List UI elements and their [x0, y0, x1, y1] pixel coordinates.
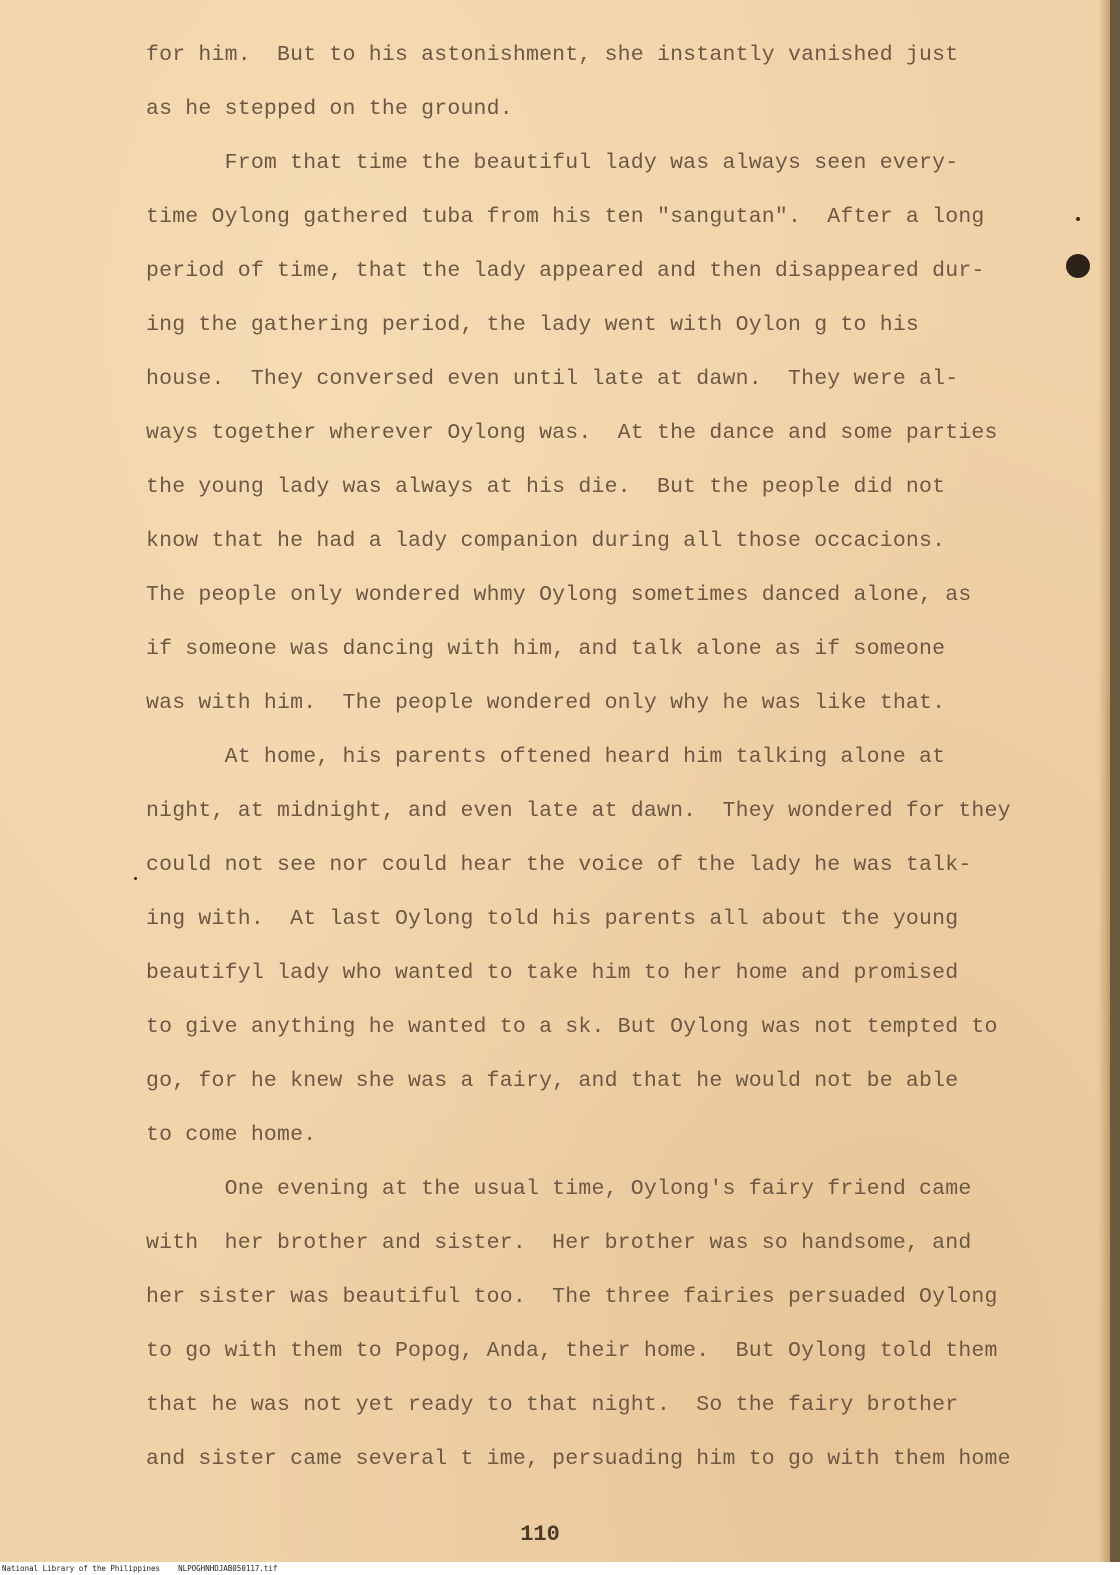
text-line: to go with them to Popog, Anda, their home. But Oylong told them: [146, 1339, 998, 1363]
text-line: ways together wherever Oylong was. At the dance and some parties: [146, 421, 998, 445]
text-line: At home, his parents oftened heard him talking alone at: [146, 745, 946, 769]
text-line: night, at midnight, and even late at dawn. They wondered for they: [146, 799, 1011, 823]
text-line: know that he had a lady companion during all those occacions.: [146, 529, 946, 553]
ink-blot-mark: [1066, 254, 1090, 278]
text-line: as he stepped on the ground.: [146, 97, 513, 121]
text-line: that he was not yet ready to that night. So the fairy brother: [146, 1393, 959, 1417]
text-line: The people only wondered whmy Oylong sometimes danced alone, as: [146, 583, 972, 607]
text-line: to give anything he wanted to a sk. But Oylong was not tempted to: [146, 1015, 998, 1039]
ink-speck-mark: [1076, 217, 1080, 221]
page-number: 110: [520, 1522, 560, 1547]
text-line: the young lady was always at his die. But the people did not: [146, 475, 946, 499]
text-line: One evening at the usual time, Oylong's fairy friend came: [146, 1177, 972, 1201]
ink-speck-mark: [134, 877, 137, 880]
text-line: time Oylong gathered tuba from his ten "sangutan". After a long: [146, 205, 985, 229]
text-line: for him. But to his astonishment, she instantly vanished just: [146, 43, 959, 67]
text-line: period of time, that the lady appeared and then disappeared dur-: [146, 259, 985, 283]
text-line: house. They conversed even until late at dawn. They were al-: [146, 367, 959, 391]
text-line: go, for he knew she was a fairy, and that he would not be able: [146, 1069, 959, 1093]
text-line: ing the gathering period, the lady went with Oylon g to his: [146, 313, 920, 337]
text-line: was with him. The people wondered only why he was like that.: [146, 691, 946, 715]
text-line: ing with. At last Oylong told his parents all about the young: [146, 907, 959, 931]
text-line: if someone was dancing with him, and talk alone as if someone: [146, 637, 946, 661]
scan-footer-label: National Library of the Philippines NLPOGHNHDJAB050117.tif: [2, 1564, 278, 1573]
text-line: to come home.: [146, 1123, 317, 1147]
text-line: beautifyl lady who wanted to take him to her home and promised: [146, 961, 959, 985]
page-edge-shadow: [1098, 0, 1110, 1568]
text-line: From that time the beautiful lady was always seen every-: [146, 151, 959, 175]
text-line: her sister was beautiful too. The three fairies persuaded Oylong: [146, 1285, 998, 1309]
text-line: and sister came several t ime, persuading him to go with them home: [146, 1447, 1011, 1471]
text-line: could not see nor could hear the voice of the lady he was talk-: [146, 853, 972, 877]
text-line: with her brother and sister. Her brother was so handsome, and: [146, 1231, 972, 1255]
